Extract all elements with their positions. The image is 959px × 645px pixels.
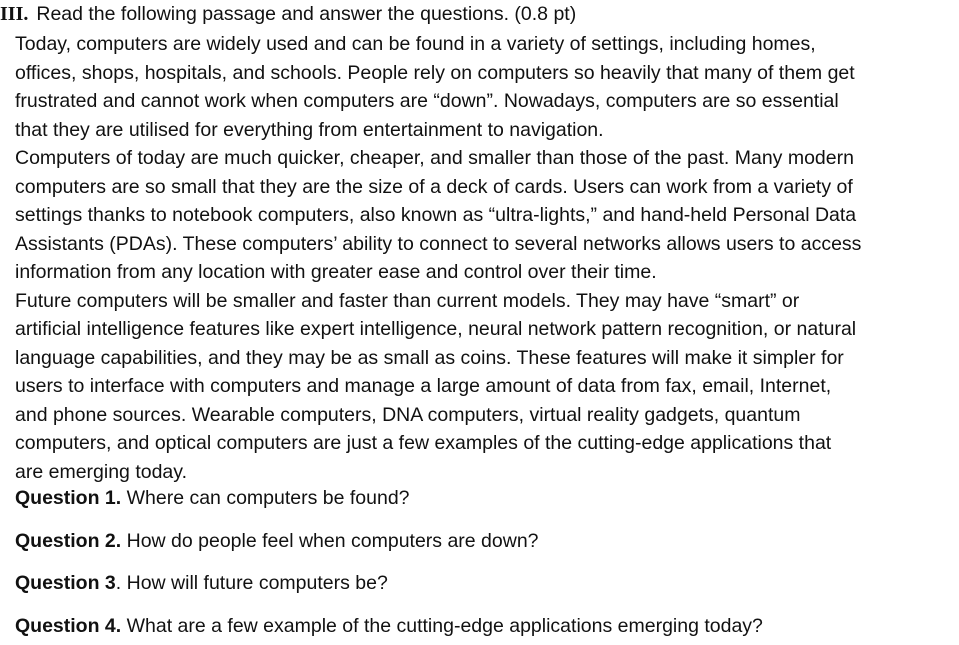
- question-label: Question 2.: [15, 530, 122, 552]
- passage-line: artificial intelligence features like expert intelligence, neural network pattern recognition, or natural: [15, 318, 857, 340]
- reading-passage: [15, 30, 959, 486]
- question-item: [15, 528, 539, 554]
- passage-line: information from any location with greater ease and control over their time.: [15, 261, 657, 283]
- passage-line: Today, computers are widely used and can be found in a variety of settings, including homes,: [15, 33, 816, 55]
- passage-line: computers, and optical computers are just a few examples of the cutting-edge applications that: [15, 432, 832, 454]
- passage-line: language capabilities, and they may be as small as coins. These features will make it simpler for: [15, 346, 844, 369]
- question-item: [15, 485, 410, 511]
- passage-line: frustrated and cannot work when computers are “down”. Nowadays, computers are so essential: [15, 90, 839, 112]
- question-item: [15, 613, 763, 639]
- section-instruction: Read the following passage and answer the questions. (0.8 pt): [36, 3, 577, 25]
- passage-line: Assistants (PDAs). These computers’ ability to connect to several networks allows users to access: [15, 232, 862, 255]
- passage-line: offices, shops, hospitals, and schools. People rely on computers so heavily that many of them get: [15, 61, 855, 84]
- section-heading: [0, 2, 576, 26]
- passage-line: computers are so small that they are the size of a deck of cards. Users can work from a variety of: [15, 175, 853, 198]
- passage-line: and phone sources. Wearable computers, DNA computers, virtual reality gadgets, quantum: [15, 403, 801, 426]
- passage-line: Computers of today are much quicker, cheaper, and smaller than those of the past. Many modern: [15, 147, 854, 169]
- passage-line: are emerging today.: [15, 460, 187, 483]
- question-text: What are a few example of the cutting-edge applications emerging today?: [121, 615, 763, 637]
- passage-line: settings thanks to notebook computers, also known as “ultra-lights,” and hand-held Personal Data: [15, 204, 857, 226]
- question-label: Question 3: [15, 572, 116, 594]
- question-label: Question 1.: [15, 487, 122, 509]
- question-text: Where can computers be found?: [121, 487, 410, 509]
- passage-line: users to interface with computers and manage a large amount of data from fax, email, Internet,: [15, 375, 832, 397]
- passage-line: Future computers will be smaller and faster than current models. They may have “smart” or: [15, 289, 800, 312]
- question-text: . How will future computers be?: [115, 572, 388, 594]
- question-text: How do people feel when computers are down?: [121, 530, 539, 552]
- question-label: Question 4.: [15, 615, 122, 637]
- passage-line: that they are utilised for everything from entertainment to navigation.: [15, 118, 604, 141]
- question-item: [15, 570, 388, 596]
- section-number: III.: [0, 3, 29, 25]
